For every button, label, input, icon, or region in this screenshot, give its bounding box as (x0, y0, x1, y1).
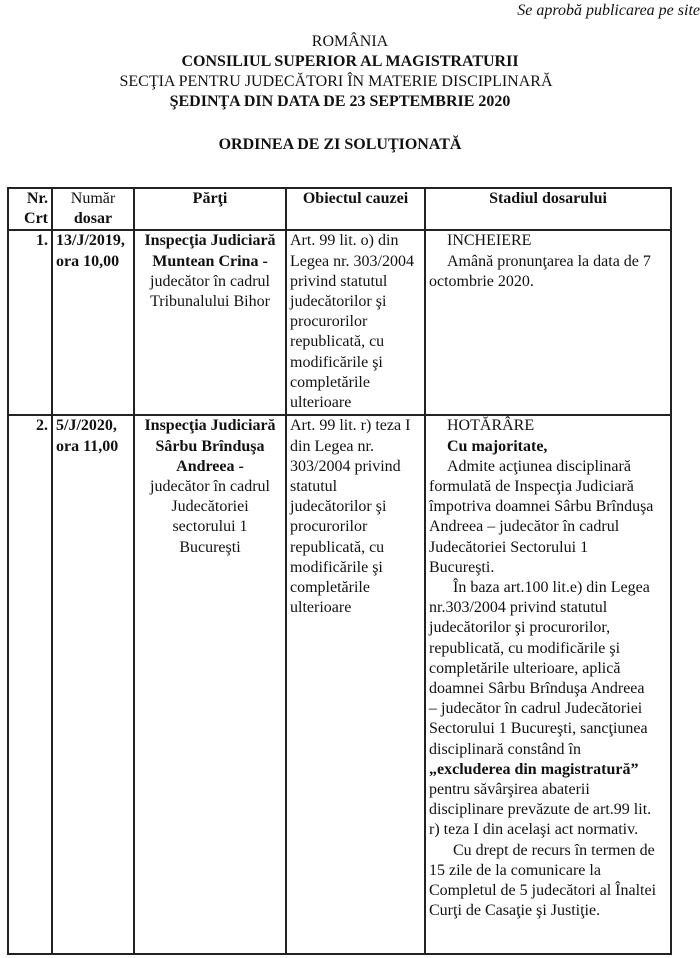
column-header-dosar-line2: dosar (73, 210, 113, 228)
sanction-text: „excluderea din magistratură” (429, 760, 639, 778)
object-line: judecătorilor şi (290, 498, 387, 516)
column-header-dosar-line1: Număr (70, 190, 116, 207)
status-text-line: judecătorilor şi procurorilor, (429, 619, 611, 637)
document-title: ORDINEA DE ZI SOLUŢIONATĂ (218, 136, 462, 153)
header-section: SECŢIA PENTRU JUDECĂTORI ÎN MATERIE DISCIPLINARĂ (119, 73, 553, 90)
party-line: Muntean Crina - (152, 252, 268, 270)
object-line: judecătorilor şi (290, 293, 387, 311)
object-line: din Legea nr. (290, 437, 374, 455)
case-number (52, 415, 134, 954)
case-time-line: ora 11,00 (56, 437, 119, 455)
party-line: judecător în cadrul (150, 272, 270, 290)
party-line: Andreea - (176, 457, 244, 475)
object-line: ulterioare (290, 394, 352, 412)
status-text-line: republicată, cu modificările şi (429, 639, 621, 657)
status-text-line: disciplinare prevăzute de art.99 lit. (429, 801, 652, 819)
column-header-nr (8, 188, 52, 230)
object-line: procurorilor (290, 313, 368, 331)
status-type: INCHEIERE (447, 232, 532, 250)
party-line: Bucureşti (179, 538, 241, 556)
header-country: ROMÂNIA (311, 33, 389, 50)
case-status (425, 230, 671, 415)
column-header-dosar (52, 188, 134, 230)
status-text-line: Amână pronunţarea la data de 7 (447, 252, 651, 270)
object-line: 303/2004 privind (290, 457, 401, 475)
case-number-line: 13/J/2019, (56, 232, 125, 250)
status-text-line: pentru săvârşirea abaterii (429, 781, 590, 799)
publication-approval-note: Se aprobă publicarea pe site (517, 2, 700, 19)
object-line: modificările şi (290, 353, 383, 371)
case-object (286, 415, 425, 954)
case-number-line: 5/J/2020, (56, 417, 117, 435)
object-line: modificările şi (290, 558, 383, 576)
object-line: statutul (290, 478, 338, 496)
status-text-line: nr.303/2004 privind statutul (429, 599, 608, 617)
column-header-stadiu: Stadiul dosarului (425, 188, 671, 230)
row-number: 1. (8, 230, 52, 415)
party-line: Inspecţia Judiciară (144, 232, 276, 250)
status-text-line: octombrie 2020. (429, 272, 534, 290)
status-text-line: Curţi de Casaţie şi Justiţie. (429, 902, 601, 920)
status-text-line: completările ulterioare, aplică (429, 659, 621, 677)
column-header-nr-line1: Nr. (26, 190, 48, 207)
status-text-line: În baza art.100 lit.e) din Legea (453, 579, 650, 597)
status-majority: Cu majoritate, (447, 437, 548, 455)
party-line: judecător în cadrul (150, 478, 270, 496)
object-line: procurorilor (290, 518, 368, 536)
column-header-obiect: Obiectul cauzei (286, 188, 425, 230)
object-line: republicată, cu (290, 333, 385, 351)
table-row (8, 415, 671, 954)
column-header-parti: Părţi (134, 188, 286, 230)
object-line: completările (290, 579, 370, 597)
status-text-line: Andreea – judecător în cadrul (429, 518, 620, 536)
case-number (52, 230, 134, 415)
object-line: Legea nr. 303/2004 (290, 252, 414, 270)
case-time-line: ora 10,00 (56, 252, 120, 270)
party-line: Sârbu Brînduşa (155, 437, 265, 455)
status-type: HOTĂRÂRE (447, 417, 535, 435)
parties (134, 230, 286, 415)
status-text-line: disciplinară constând în (429, 740, 581, 758)
status-text-line: Admite acţiunea disciplinară (447, 457, 631, 475)
table-header-row (8, 188, 671, 230)
party-line: Judecătoriei (171, 498, 249, 516)
row-number: 2. (8, 415, 52, 954)
status-text-line: doamnei Sârbu Brînduşa Andreea (429, 680, 645, 698)
object-line: completările (290, 373, 370, 391)
column-header-nr-line2: Crt (24, 210, 48, 228)
status-text-line: formulată de Inspecţia Judiciară (429, 478, 634, 496)
header-session: ŞEDINŢA DIN DATA DE 23 SEPTEMBRIE 2020 (169, 93, 511, 110)
status-text-line: – judecător în cadrul Judecătoriei (429, 700, 643, 718)
table-row (8, 230, 671, 415)
object-line: ulterioare (290, 599, 352, 617)
case-object (286, 230, 425, 415)
party-line: sectorului 1 (172, 518, 248, 536)
status-text-line: Sectorului 1 Bucureşti, sancţiunea (429, 720, 648, 738)
status-text-line: 15 zile de la comunicare la (429, 861, 601, 879)
party-line: Inspecţia Judiciară (144, 417, 276, 435)
status-text-line: Cu drept de recurs în termen de (453, 841, 655, 859)
object-line: republicată, cu (290, 538, 385, 556)
object-line: Art. 99 lit. r) teza I (290, 417, 411, 435)
status-text-line: Bucureşti. (429, 558, 495, 576)
case-status (425, 415, 671, 954)
agenda-table (7, 187, 672, 955)
parties (134, 415, 286, 954)
header-institution: CONSILIUL SUPERIOR AL MAGISTRATURII (181, 53, 519, 70)
object-line: Art. 99 lit. o) din (290, 232, 399, 250)
status-text-line: împotriva doamnei Sârbu Brînduşa (429, 498, 654, 516)
status-text-line: Completul de 5 judecători al Înaltei (429, 882, 657, 900)
object-line: privind statutul (290, 272, 388, 290)
status-text-line: r) teza I din acelaşi act normativ. (429, 821, 639, 839)
status-text-line: Judecătoriei Sectorului 1 (429, 538, 589, 556)
party-line: Tribunalului Bihor (150, 293, 270, 311)
